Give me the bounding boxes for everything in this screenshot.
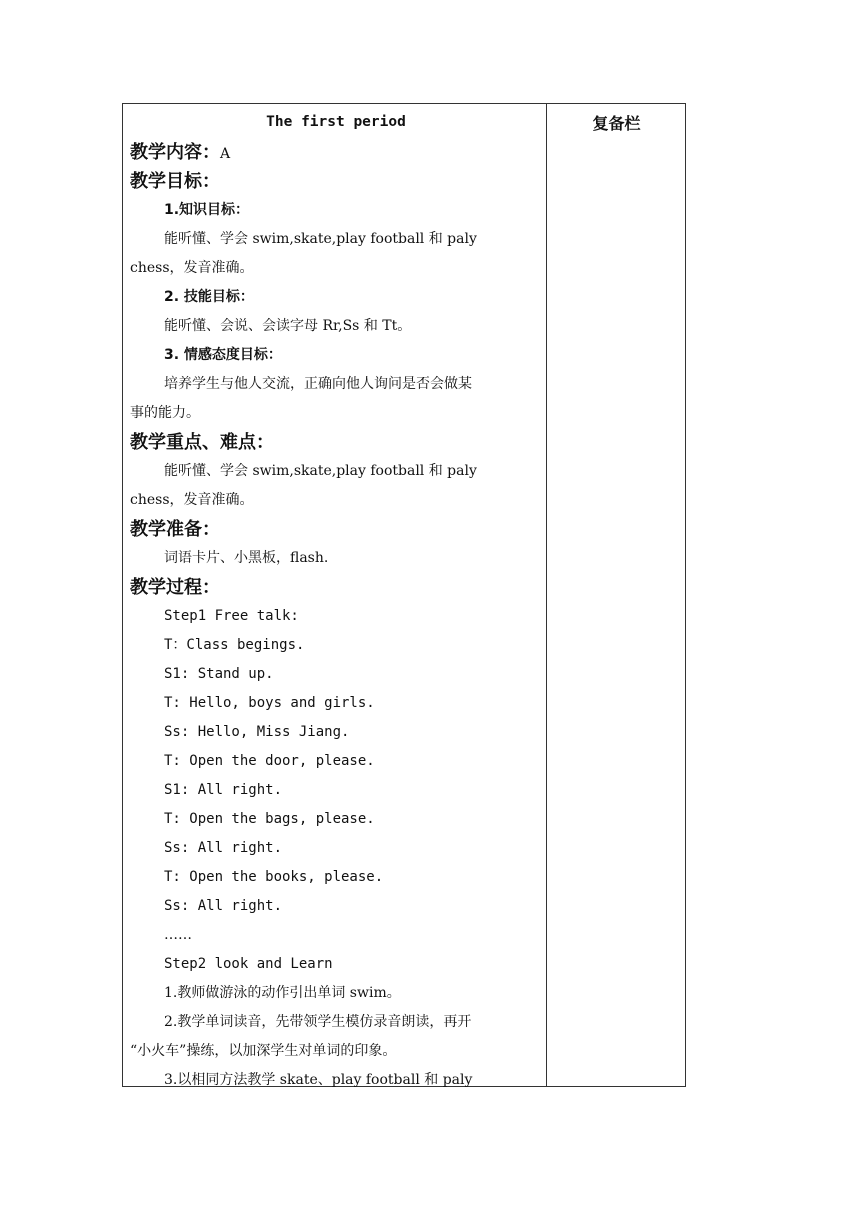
dialogue-line: Ss: All right. [164, 840, 283, 856]
skill-objective-label: 2. 技能目标： [164, 289, 254, 305]
dialogue-line: T: Open the bags, please. [164, 811, 375, 827]
content-label: 教学内容： [130, 142, 220, 163]
emotion-objective-line: 事的能力。 [130, 405, 200, 421]
step2-item: 2.教学单词读音，先带领学生模仿录音朗读，再开 [164, 1014, 472, 1030]
step2-item: 3.以相同方法教学 skate、play football 和 paly [164, 1072, 473, 1088]
emotion-objective-line: 培养学生与他人交流，正确向他人询问是否会做某 [164, 376, 472, 392]
step1-title: Step1 Free talk: [164, 608, 299, 624]
lesson-content [130, 106, 542, 1095]
dialogue-line: S1: All right. [164, 782, 283, 798]
preparation-heading: 教学准备： [130, 519, 220, 540]
dialogue-line: T: Open the door, please. [164, 753, 375, 769]
emotion-objective-label: 3. 情感态度目标： [164, 347, 282, 363]
dialogue-line: T: Open the books, please. [164, 869, 384, 885]
dialogue-line: Ss: All right. [164, 898, 283, 914]
page-title: The first period [266, 114, 406, 130]
keypoints-heading: 教学重点、难点： [130, 432, 274, 453]
preparation-line: 词语卡片、小黑板，flash. [164, 550, 329, 566]
dialogue-line: T: Hello, boys and girls. [164, 695, 375, 711]
dialogue-ellipsis: …… [164, 927, 192, 943]
knowledge-objective-label: 1.知识目标： [164, 202, 250, 218]
review-column-title: 复备栏 [592, 114, 641, 133]
step2-item: 1.教师做游泳的动作引出单词 swim。 [164, 985, 401, 1001]
process-heading: 教学过程： [130, 577, 220, 598]
skill-objective-line: 能听懂、会说、会读字母 Rr,Ss 和 Tt。 [164, 318, 412, 334]
step2-title: Step2 look and Learn [164, 956, 333, 972]
column-divider [546, 103, 547, 1087]
step2-item: “小火车”操练，以加深学生对单词的印象。 [130, 1043, 397, 1059]
keypoints-line: 能听懂、学会 swim,skate,play football 和 paly [164, 463, 477, 479]
dialogue-line: S1: Stand up. [164, 666, 274, 682]
knowledge-objective-line: chess，发音准确。 [130, 260, 254, 276]
knowledge-objective-line: 能听懂、学会 swim,skate,play football 和 paly [164, 231, 477, 247]
dialogue-line: Ss: Hello, Miss Jiang. [164, 724, 350, 740]
dialogue-line: T：Class begings. [164, 637, 305, 653]
keypoints-line: chess，发音准确。 [130, 492, 254, 508]
objectives-heading: 教学目标： [130, 171, 220, 192]
content-value: A [220, 146, 231, 162]
content-heading [130, 138, 542, 167]
